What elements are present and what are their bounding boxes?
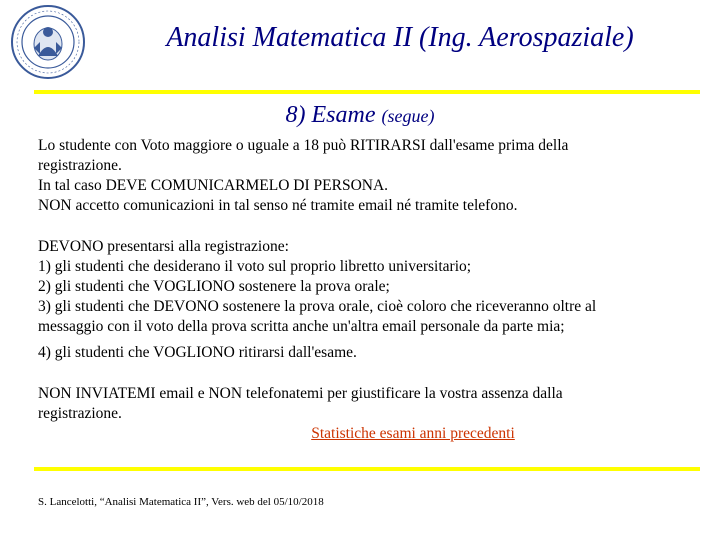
text-line: registrazione. bbox=[38, 405, 122, 422]
page-title: Analisi Matematica II (Ing. Aerospaziale) bbox=[166, 22, 634, 53]
text-line: In tal caso DEVE COMUNICARMELO DI PERSONA. bbox=[38, 177, 389, 194]
bottom-divider bbox=[34, 467, 700, 471]
spacer bbox=[38, 216, 708, 237]
text-line: registrazione. bbox=[38, 157, 122, 174]
text-line: NON accetto comunicazioni in tal senso né tramite email né tramite telefono. bbox=[38, 197, 518, 214]
top-divider bbox=[34, 90, 700, 94]
text-line: 1) gli studenti che desiderano il voto sul proprio libretto universitario; bbox=[38, 258, 472, 275]
text-line: NON INVIATEMI email e NON telefonatemi per giustificare la vostra assenza dalla bbox=[38, 385, 563, 402]
section-title-suffix: (segue) bbox=[381, 106, 435, 126]
text-line: 4) gli studenti che VOGLIONO ritirarsi dall'esame. bbox=[38, 344, 357, 361]
section-title bbox=[0, 102, 720, 129]
text-line: messaggio con il voto della prova scritta anche un'altra email personale da parte mia; bbox=[38, 318, 565, 335]
politecnico-seal-logo bbox=[10, 4, 86, 80]
spacer bbox=[38, 363, 708, 384]
text-line: 2) gli studenti che VOGLIONO sostenere la prova orale; bbox=[38, 278, 390, 295]
slide-body bbox=[38, 136, 708, 444]
text-line: DEVONO presentarsi alla registrazione: bbox=[38, 238, 289, 255]
text-line: 3) gli studenti che DEVONO sostenere la prova orale, cioè coloro che riceveranno oltre al bbox=[38, 298, 597, 315]
footer-credit: S. Lancelotti, “Analisi Matematica II”, Vers. web del 05/10/2018 bbox=[38, 496, 324, 508]
section-title-main: 8) Esame bbox=[285, 102, 382, 128]
text-line: Lo studente con Voto maggiore o uguale a 18 può RITIRARSI dall'esame prima della bbox=[38, 137, 569, 154]
statistics-link[interactable]: Statistiche esami anni precedenti bbox=[311, 425, 515, 442]
